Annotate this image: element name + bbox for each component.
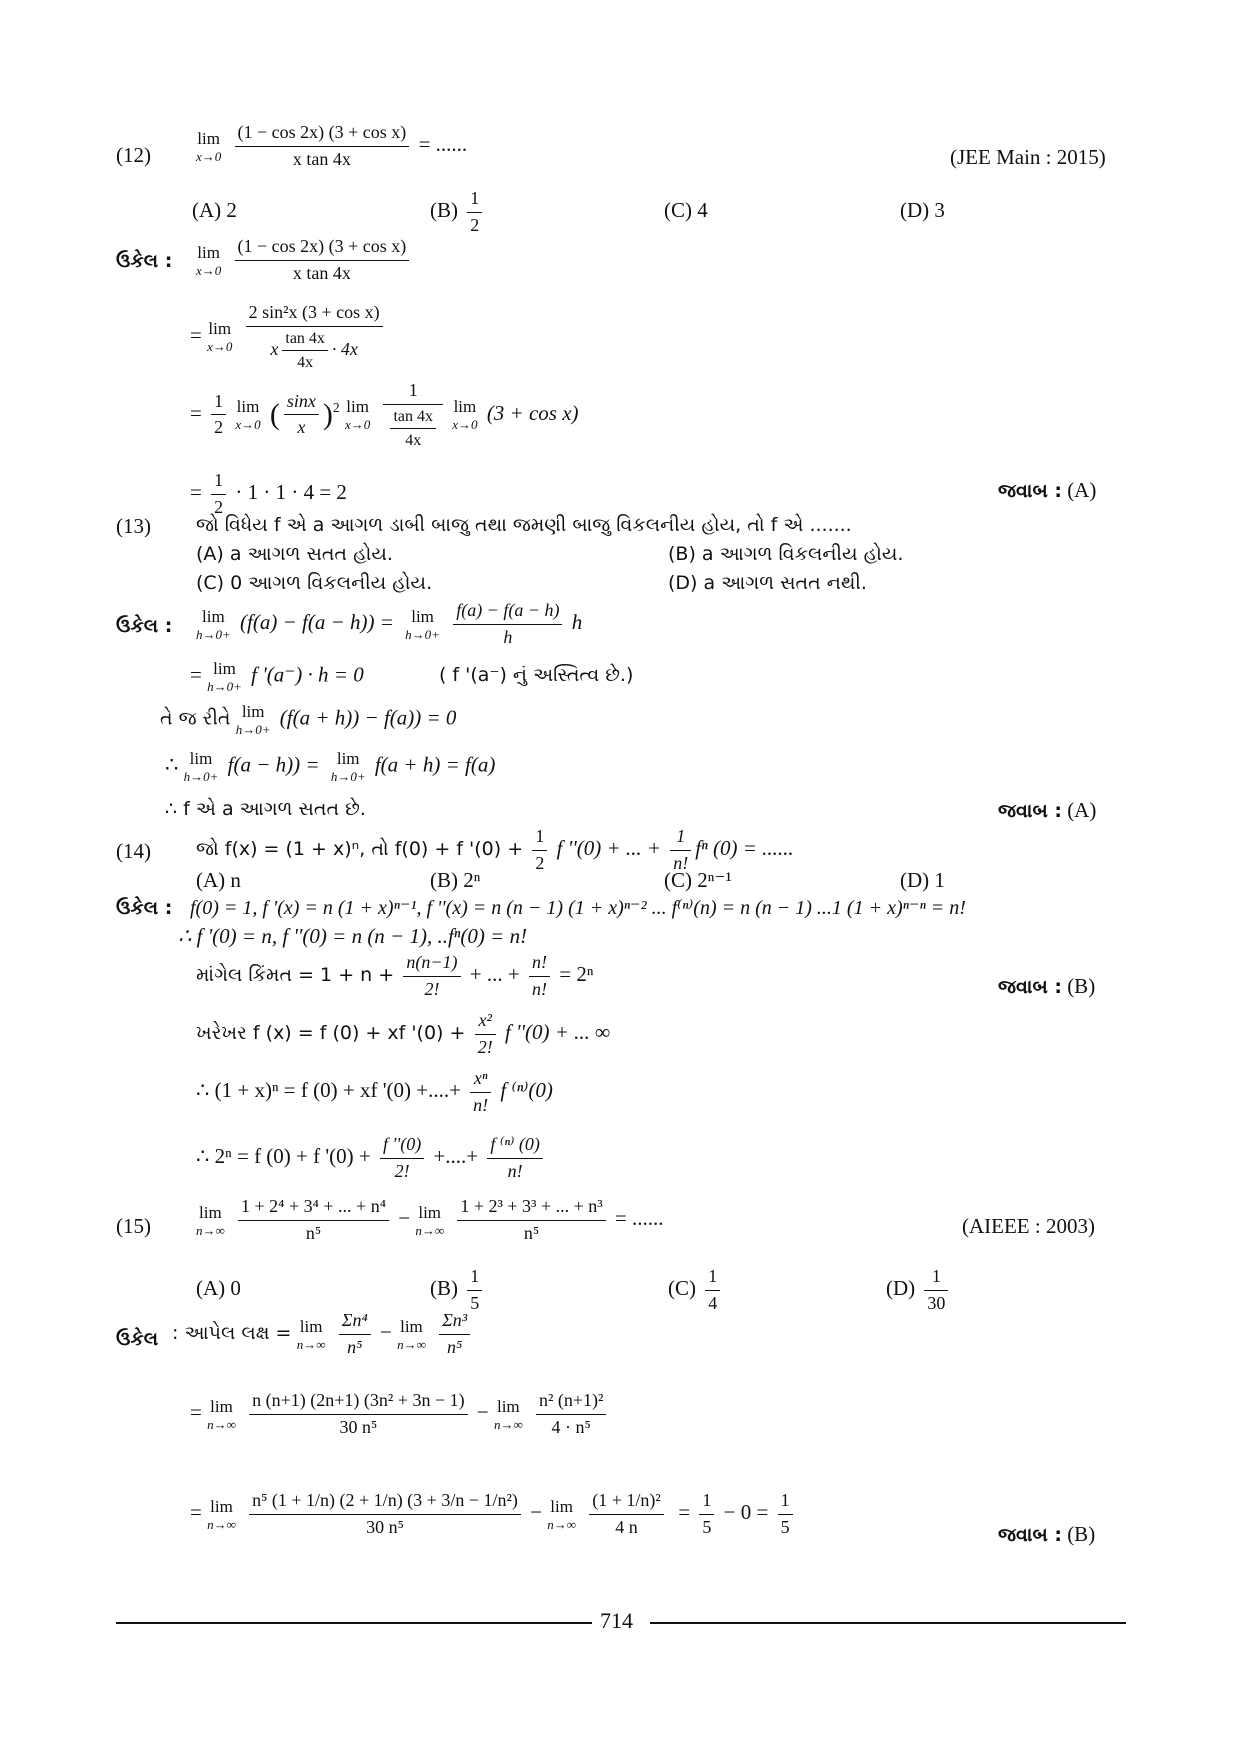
solution-label: ઉકેલ : bbox=[116, 897, 173, 919]
solution-label: ઉકેલ : bbox=[116, 250, 173, 272]
limit-fraction: $\frac{\text{(1 − cos 2x) (3 + cos x)}}{\text{x tan 4x}}$ bbox=[235, 122, 410, 170]
exam-source: (AIEEE : 2003) bbox=[962, 1214, 1095, 1238]
question-number: (13) bbox=[116, 514, 151, 538]
option-d: (D) 1 bbox=[900, 868, 945, 892]
option-b: (B) $\frac{1}{2}$ bbox=[430, 188, 486, 236]
option-d: (D) a આગળ સતત નથી. bbox=[668, 572, 867, 594]
answer: જવાબ : (A) bbox=[998, 798, 1097, 822]
page-number: 714 bbox=[600, 1608, 633, 1633]
solution-step-3: = $\frac{1}{2}$ lim x→0 ( $\frac{\sin x}{x}$ )$^2$ lim x→0 $\frac{1}{\frac{\tan 4x}{4x}}$ lim x→0 (3 + cos x) bbox=[190, 380, 579, 449]
question-expression: lim n→∞ $\frac{\text{1 + 2⁴ + 3⁴ + ... + n⁴}}{\text{n⁵}}$ − lim n→∞ $\frac{\text{1 + 2³ + 3³ + ... + n³}}{\text{n⁵}}$ = ...... bbox=[196, 1196, 664, 1243]
solution-step-4: ખરેખર f (x) = f (0) + xf '(0) + $\frac{\text{x²}}{2!}$ f ''(0) + ... ∞ bbox=[196, 1010, 611, 1057]
option-c: (C) $\frac{1}{4}$ bbox=[668, 1266, 724, 1314]
question-text: જો વિધેય f એ a આગળ ડાબી બાજુ તથા જમણી બાજુ વિકલનીય હોય, તો f એ ....... bbox=[196, 514, 852, 536]
option-d: (D) $\frac{1}{30}$ bbox=[886, 1266, 952, 1314]
solution-step-1: : આપેલ લક્ષ = lim n→∞ $\frac{\text{Σn⁴}}{\text{n⁵}}$ − lim n→∞ $\frac{\text{Σn³}}{\text{n⁵}}$ bbox=[172, 1310, 474, 1358]
option-c: (C) 0 આગળ વિકલનીય હોય. bbox=[196, 572, 433, 594]
solution-step-6: ∴ 2ⁿ = f (0) + f '(0) + $\frac{f ''(0)}{2!}$ +....+ $\frac{\text{f ⁽ⁿ⁾ (0)}}{n!}$ bbox=[196, 1134, 547, 1182]
solution-label: ઉકેલ : bbox=[116, 615, 173, 637]
option-b: (B) $\frac{1}{5}$ bbox=[430, 1266, 486, 1314]
option-b: (B) a આગળ વિકલનીય હોય. bbox=[668, 543, 904, 565]
option-b: (B) 2ⁿ bbox=[430, 868, 481, 892]
solution-step-5: ∴ (1 + x)ⁿ = f (0) + xf '(0) +....+ $\frac{\text{xⁿ}}{n!}$ f ⁽ⁿ⁾(0) bbox=[196, 1068, 553, 1115]
solution-step-5: ∴ f એ a આગળ સતત છે. bbox=[165, 798, 366, 820]
question-number: (12) bbox=[116, 143, 151, 167]
solution-step-2: = lim x→0 2 sin²x (3 + cos x) x $\frac{\tan 4x}{4x}$ · 4x bbox=[190, 302, 387, 372]
solution-step-4: = $\frac{1}{2}$ · 1 · 1 · 4 = 2 bbox=[190, 470, 347, 517]
solution-step-4: ∴ lim h→0+ f(a − h)) = lim h→0+ f(a + h) = f(a) bbox=[165, 749, 496, 784]
solution-step-2: = lim h→0+ f '(a⁻) · h = 0 ( f '(a⁻) નું અસ્તિત્વ છે.) bbox=[190, 659, 634, 694]
option-a: (A) 2 bbox=[192, 198, 237, 222]
option-a: (A) n bbox=[196, 868, 241, 892]
option-d: (D) 3 bbox=[900, 198, 945, 222]
answer: જવાબ : (B) bbox=[998, 1522, 1096, 1546]
answer: જવાબ : (A) bbox=[998, 478, 1097, 502]
solution-step-3: = lim n→∞ $\frac{\text{n⁵ (1 + 1/n) (2 + 1/n) (3 + 3/n − 1/n²)}}{\text{30 n⁵}}$ − lim n→∞ $\frac{\text{(1 + 1/n)²}}{4 n}$ = $\frac{1}{5}$ − 0 = $\frac{1}{5}$ bbox=[190, 1490, 797, 1538]
solution-step-1: f(0) = 1, f '(x) = n (1 + x)ⁿ⁻¹, f ''(x) = n (n − 1) (1 + x)ⁿ⁻² ... f⁽ⁿ⁾(n) = n (n − 1) ...1 (1 + x)ⁿ⁻ⁿ = n! bbox=[190, 897, 966, 919]
solution-step-2: ∴ f '(0) = n, f ''(0) = n (n − 1), ..fⁿ(0) = n! bbox=[178, 924, 528, 948]
footer-rule-right bbox=[650, 1622, 1126, 1624]
option-c: (C) 2ⁿ⁻¹ bbox=[664, 868, 732, 892]
option-a: (A) a આગળ સતત હોય. bbox=[196, 543, 393, 565]
solution-label: ઉકેલ bbox=[116, 1328, 159, 1350]
solution-step-3: માંગેલ કિંમત = 1 + n + $\frac{n(n-1)}{2!}$ + ... + $\frac{n!}{n!}$ = 2ⁿ bbox=[196, 952, 594, 999]
option-a: (A) 0 bbox=[196, 1276, 241, 1300]
question-expression bbox=[196, 122, 467, 170]
solution-step-1: lim h→0+ (f(a) − f(a − h)) = lim h→0+ $\frac{f(a) - f(a - h)}{h}$ h bbox=[196, 600, 583, 647]
solution-step-2: = lim n→∞ $\frac{\text{n (n+1) (2n+1) (3n² + 3n − 1)}}{\text{30 n⁵}}$ − lim n→∞ $\frac{\text{n² (n+1)²}}{\text{4 · n⁵}}$ bbox=[190, 1390, 610, 1438]
footer-rule-left bbox=[116, 1622, 592, 1624]
limit-operator: lim x→0 bbox=[196, 128, 222, 164]
question-number: (14) bbox=[116, 839, 151, 863]
solution-step-1: lim x→0 $\frac{\text{(1 − cos 2x) (3 + cos x)}}{\text{x tan 4x}}$ bbox=[196, 236, 413, 284]
expression-tail: = ...... bbox=[418, 131, 468, 156]
solution-step-3: તે જ રીતે lim h→0+ (f(a + h)) − f(a)) = 0 bbox=[160, 702, 457, 737]
question-number: (15) bbox=[116, 1214, 151, 1238]
answer: જવાબ : (B) bbox=[998, 974, 1096, 998]
option-c: (C) 4 bbox=[664, 198, 708, 222]
exam-source: (JEE Main : 2015) bbox=[950, 145, 1106, 169]
question-text: જો f(x) = (1 + x)ⁿ, તો f(0) + f '(0) + $\frac{1}{2}$ f ''(0) + ... + $\frac{1}{n!}$ fⁿ (0) = ...... bbox=[196, 826, 794, 873]
